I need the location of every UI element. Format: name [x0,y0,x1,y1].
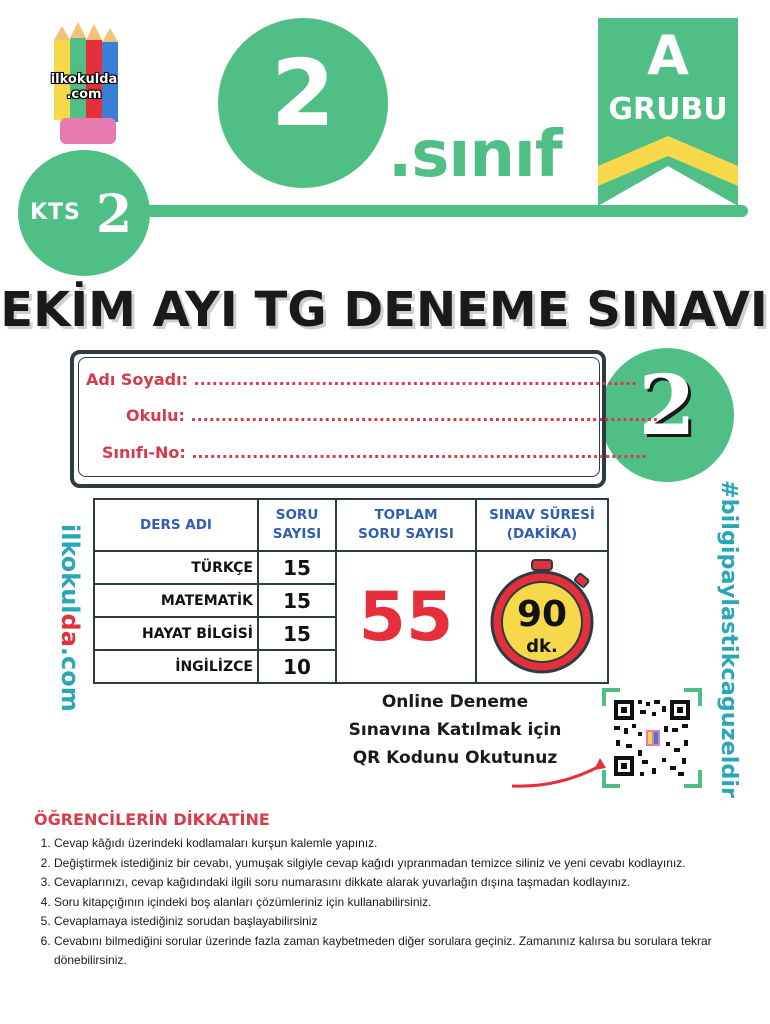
duration-cell [476,551,608,683]
online-line1: Online Deneme [381,692,529,712]
total-questions: 55 [336,551,476,683]
group-letter: A [647,24,689,87]
header-duration-line2: (DAKİKA) [506,526,578,542]
subject-cell: MATEMATİK [94,584,258,617]
school-label: Okulu: [126,406,185,425]
list-item: 4. Soru kitapçığının içindeki boş alanları çözümleriniz için kullanabilirsiniz. [54,893,770,913]
table-row [94,551,608,584]
header-count [258,499,336,551]
count-cell: 10 [258,650,336,683]
subject-cell: HAYAT BİLGİSİ [94,617,258,650]
side-right-text: #bilgipaylastikcaguzeldir [716,480,741,794]
exam-number: 2 [638,358,696,454]
online-line3: QR Kodunu Okutunuz [352,748,558,768]
header-total-line1: TOPLAM [374,507,438,523]
site-link-vertical[interactable] [30,520,84,750]
side-left-part1: ilkokul [56,524,84,614]
header-divider [100,205,748,217]
count-cell: 15 [258,551,336,584]
school-field[interactable] [126,406,659,425]
qr-code-icon[interactable] [602,688,702,788]
group-word: GRUBU [608,92,728,127]
school-dots: ............................................................................. [190,406,659,425]
stopwatch-icon [483,556,601,674]
duration-unit: dk. [526,636,558,657]
hashtag-vertical [710,480,754,800]
list-item: 5. Cevaplamaya istediğiniz sorudan başlayabilirsiniz [54,912,770,932]
grade-suffix: .sınıf [388,118,562,192]
attention-title: ÖĞRENCİLERİN DİKKATİNE [34,810,270,829]
class-label: Sınıfı-No: [102,443,186,462]
side-left-part2: da [56,613,84,647]
kts-label: KTS [30,200,81,225]
header-count-line2: SAYISI [272,526,322,542]
name-dots: ......................................................................... [193,370,638,389]
arrow-icon [508,752,608,792]
header-total-line2: SORU SAYISI [358,526,454,542]
logo-line2: .com [66,87,102,102]
duration-value: 90 [516,594,568,635]
list-item: 6. Cevabını bilmediğini sorular üzerinde fazla zaman kaybetmeden diğer sorulara geçiniz. Zamanınız kalırsa bu sorulara tekrar dönebilirsiniz. [54,932,770,971]
list-item: 1. Cevap kâğıdı üzerindeki kodlamaları kurşun kalemle yapınız. [54,834,770,854]
kts-number: 2 [96,184,133,245]
logo-line1: ilkokulda [50,72,118,87]
grade-number: 2 [270,40,335,147]
header-count-line1: SORU [275,507,319,523]
subject-cell: TÜRKÇE [94,551,258,584]
count-cell: 15 [258,617,336,650]
name-label: Adı Soyadı: [86,370,188,389]
header-duration [476,499,608,551]
list-item: 2. Değiştirmek istediğiniz bir cevabı, yumuşak silgiyle cevap kağıdı yıpranmadan temizce siliniz ve yeni cevabı kodlayınız. [54,854,770,874]
online-line2: Sınavına Katılmak için [348,720,562,740]
rules-list [30,834,770,971]
svg-text:ilkokulda.com [56,524,84,712]
header-duration-line1: SINAV SÜRESİ [489,507,595,523]
header-subject: DERS ADI [94,499,258,551]
name-field[interactable] [86,370,637,389]
count-cell: 15 [258,584,336,617]
exam-info-table [93,498,609,684]
class-dots: ........................................................................... [191,443,648,462]
site-logo [34,72,134,102]
side-left-part3: .com [56,646,84,712]
subject-cell: İNGİLİZCE [94,650,258,683]
class-field[interactable] [102,443,647,462]
list-item: 3. Cevaplarınızı, cevap kağıdındaki ilgili soru numarasını dikkate alarak yuvarlağın dışına taşmadan kodlayınız. [54,873,770,893]
page-title: EKİM AYI TG DENEME SINAVI [0,282,768,338]
header-total [336,499,476,551]
